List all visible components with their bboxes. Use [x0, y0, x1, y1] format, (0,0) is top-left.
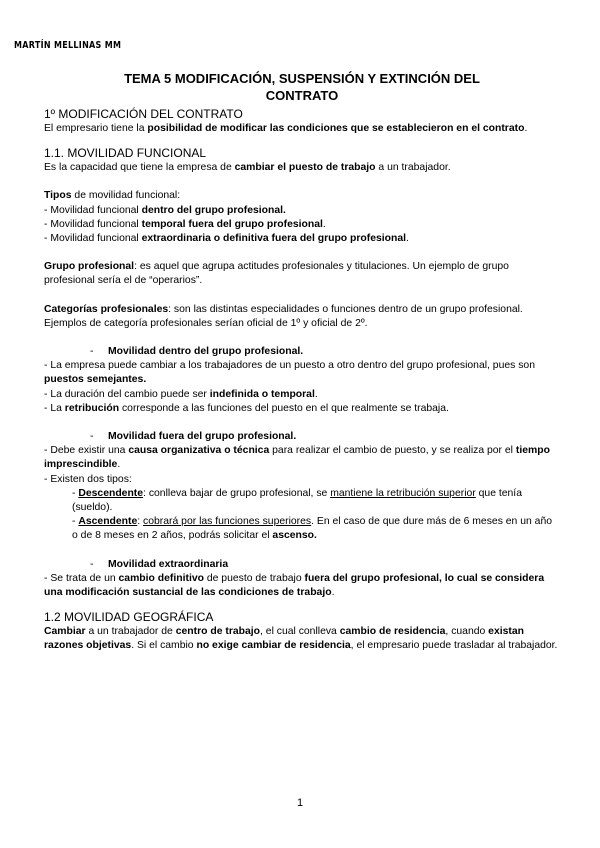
list-item: - La retribución corresponde a las funciones del puesto en el que realmente se trabaja. [44, 402, 449, 414]
section-heading-movilidad-funcional: 1.1. MOVILIDAD FUNCIONAL [44, 146, 207, 161]
paragraph-geografica: Cambiar a un trabajador de centro de trabajo, el cual conlleva cambio de residencia, cuando existan razones objetivas. Si el cambio no exige cambiar de residencia, el empresario puede trasladar al trabajador. [44, 626, 558, 652]
page-title: TEMA 5 MODIFICACIÓN, SUSPENSIÓN Y EXTINCIÓN DEL CONTRATO [124, 71, 480, 103]
section-heading-movilidad-geografica: 1.2 MOVILIDAD GEOGRÁFICA [44, 610, 214, 625]
paragraph-categorias: Categorías profesionales: son las distintas especialidades o funciones dentro de un grupo profesional. Ejemplos de categoría profesionales serían oficial de 1º y oficial de 2º. [44, 303, 523, 329]
author-name: MARTÍN MELLINAS MM [14, 39, 122, 51]
section-heading-modificacion: 1º MODIFICACIÓN DEL CONTRATO [44, 107, 243, 121]
paragraph-grupo-profesional: Grupo profesional: es aquel que agrupa actitudes profesionales y titulaciones. Un ejemplo de grupo profesional sería el de “operarios”. [44, 261, 509, 287]
document-body [44, 70, 560, 654]
tipos-label: Tipos de movilidad funcional: [44, 190, 181, 202]
list-item-descendente: - Descendente: conlleva bajar de grupo profesional, se mantiene la retribución superior que tenía (sueldo). [72, 487, 522, 514]
list-item-ascendente: - Ascendente: cobrará por las funciones superiores. En el caso de que dure más de 6 meses en un año o de 8 meses en 2 años, podrás solicitar el ascenso. [72, 516, 552, 542]
subheading-fuera: - Movilidad fuera del grupo profesional. [90, 431, 297, 443]
list-item: - Debe existir una causa organizativa o técnica para realizar el cambio de puesto, y se realiza por el tiempo imprescindible. [44, 445, 550, 471]
paragraph-intro: El empresario tiene la posibilidad de modificar las condiciones que se establecieron en el contrato. [44, 123, 528, 134]
list-item: - Movilidad funcional extraordinaria o definitiva fuera del grupo profesional. [44, 233, 409, 245]
subheading-dentro: - Movilidad dentro del grupo profesional. [90, 346, 304, 358]
page-number: 1 [296, 797, 304, 809]
list-item: - Movilidad funcional temporal fuera del grupo profesional. [44, 218, 326, 230]
subheading-extraordinaria: - Movilidad extraordinaria [90, 558, 229, 570]
paragraph-definicion: Es la capacidad que tiene la empresa de cambiar el puesto de trabajo a un trabajador. [44, 162, 451, 174]
list-item: - Existen dos tipos: [44, 473, 132, 485]
list-item: - Se trata de un cambio definitivo de puesto de trabajo fuera del grupo profesional, lo cual se considera una modificación sustancial de las condiciones de trabajo. [44, 572, 545, 599]
list-item: - La duración del cambio puede ser indefinida o temporal. [44, 388, 318, 400]
list-item: - La empresa puede cambiar a los trabajadores de un puesto a otro dentro del grupo profesional, pues son puestos semejantes. [44, 360, 535, 386]
list-item: - Movilidad funcional dentro del grupo profesional. [44, 204, 286, 216]
